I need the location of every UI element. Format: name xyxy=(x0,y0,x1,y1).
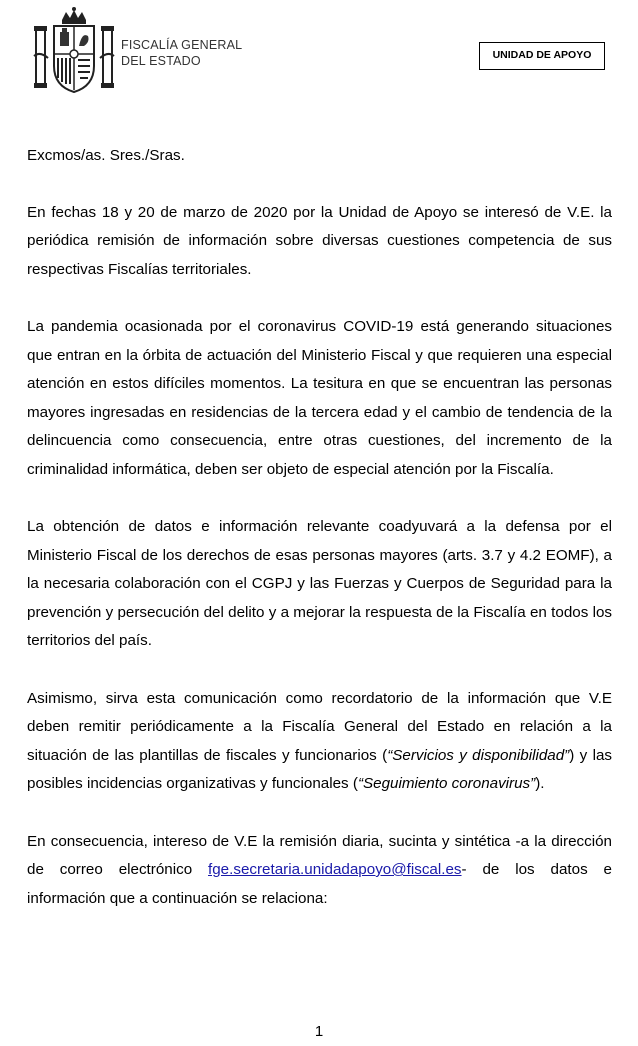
paragraph-1: En fechas 18 y 20 de marzo de 2020 por la Unidad de Apoyo se interesó de V.E. la periódica remisión de información sobre diversas cuestiones competencia de sus respectivas Fiscalías territoriales. xyxy=(27,203,612,278)
page-number: 1 xyxy=(314,1023,324,1040)
paragraph-2: La pandemia ocasionada por el coronavirus COVID-19 está generando situaciones que entran en la órbita de actuación del Ministerio Fiscal y que requieren una especial atención en estos difíciles momentos. La tesitura en que se encuentran las personas mayores ingresadas en residencias de la tercera edad y el cambio de tendencia de la delincuencia como consecuencia, entre otras cuestiones, del incremento de la criminalidad informática, deben ser objeto de especial atención por la Fiscalía. xyxy=(27,318,612,478)
letterhead xyxy=(0,0,638,110)
paragraph-3: La obtención de datos e información relevante coadyuvará a la defensa por el Ministerio Fiscal de los derechos de esas personas mayores (arts. 3.7 y 4.2 EOMF), a la necesaria colaboración con el CGPJ y las Fuerzas y Cuerpos de Seguridad para la prevención y persecución del delito y a mejorar la respuesta de la Fiscalía en todos los territorios del país. xyxy=(27,518,612,649)
paragraph-5-text-2: - de los datos e información que a continuación se relaciona: xyxy=(27,861,612,907)
paragraph-5-text-1: En consecuencia, intereso de V.E la remisión diaria, sucinta y sintética -a la dirección de correo electrónico xyxy=(27,832,612,878)
paragraph-4 xyxy=(27,685,612,799)
spain-coat-of-arms-icon xyxy=(32,6,116,94)
paragraph-4-italic-2: “Seguimiento coronavirus” xyxy=(357,775,536,792)
paragraph-5 xyxy=(27,828,612,914)
salutation: Excmos/as. Sres./Sras. xyxy=(27,147,185,164)
organization-name-line2: DEL ESTADO xyxy=(121,54,201,68)
unit-label-box: UNIDAD DE APOYO xyxy=(479,42,605,70)
organization-name xyxy=(121,37,242,69)
letter-body xyxy=(27,142,612,942)
paragraph-4-text-3: ). xyxy=(535,775,545,792)
email-link[interactable]: fge.secretaria.unidadapoyo@fiscal.es xyxy=(208,861,462,878)
paragraph-4-italic-1: “Servicios y disponibilidad” xyxy=(387,746,570,764)
paragraph-4-text-2: ) y las posibles incidencias organizativas y funcionales ( xyxy=(27,746,612,792)
paragraph-4-text-1: Asimismo, sirva esta comunicación como recordatorio de la información que V.E deben remitir periódicamente a la Fiscalía General del Estado en relación a la situación de las plantillas de fiscales y funcionarios ( xyxy=(27,689,612,764)
organization-name-line1: FISCALÍA GENERAL xyxy=(121,38,243,52)
